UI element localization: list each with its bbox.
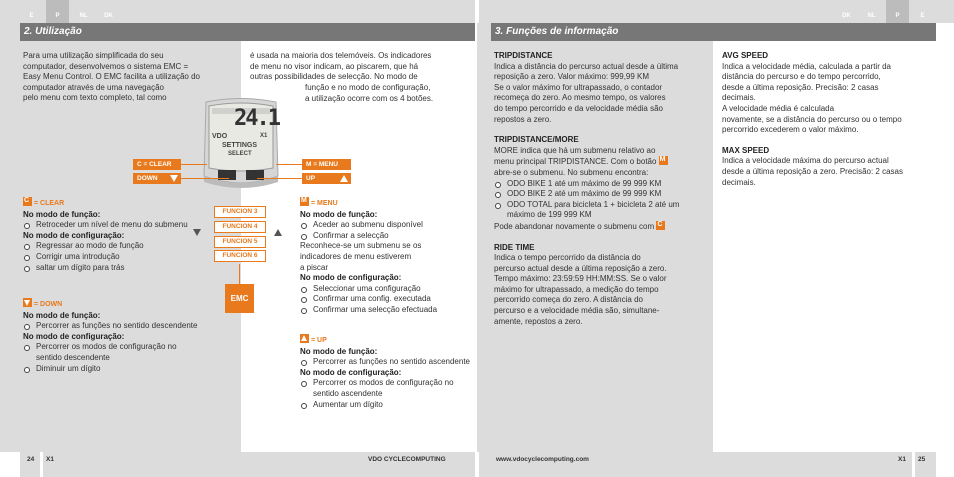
text-line: Se o valor máximo for ultrapassado, o contador bbox=[494, 82, 663, 92]
page-number-right: 25 bbox=[918, 456, 926, 463]
text-line: repostos a zero. bbox=[494, 114, 552, 124]
emc-logo-text: EMC bbox=[230, 294, 249, 303]
text-line: abre-se o submenu. No submenu encontra: bbox=[494, 167, 649, 177]
intro-text bbox=[23, 51, 238, 104]
text-line: novamente, se a distância do percurso ou o tempo bbox=[722, 114, 902, 124]
text-line: decimais. bbox=[722, 177, 756, 187]
down-func-title: No modo de função: bbox=[23, 310, 101, 320]
page-number-left: 24 bbox=[27, 456, 35, 463]
menu-note-line: Reconhece-se um submenu se os bbox=[300, 241, 422, 251]
device-display-text1: SETTINGS bbox=[222, 142, 258, 149]
text-line: Tempo máximo: 23:59:59 HH:MM:SS. Se o valor bbox=[494, 274, 667, 284]
text-line: Indica a velocidade máxima do percurso actual bbox=[722, 156, 889, 166]
footer-divider bbox=[40, 452, 43, 477]
intro-text-2 bbox=[250, 51, 465, 83]
text-line: decimais. bbox=[722, 93, 756, 103]
text-line: desde a última reposição. Precisão: 2 casas bbox=[722, 82, 879, 92]
footer-brand: VDO CYCLECOMPUTING bbox=[368, 456, 446, 463]
down-label-text: DOWN bbox=[137, 175, 158, 182]
list-item: Retroceder um nível de menu do submenu bbox=[23, 220, 213, 231]
list-item: ODO BIKE 1 até um máximo de 99 999 KM bbox=[494, 179, 709, 190]
menu-heading: = MENU bbox=[311, 200, 338, 207]
list-item: Corrigir uma introdução bbox=[23, 252, 213, 263]
down-line bbox=[181, 178, 229, 179]
up-line bbox=[257, 178, 302, 179]
list-item: ODO BIKE 2 até um máximo de 99 999 KM bbox=[494, 189, 709, 200]
funcion-item: FUNCION 6 bbox=[214, 250, 266, 262]
up-func-title: No modo de função: bbox=[300, 346, 378, 356]
list-item: Percorrer os modos de configuração no sentido ascendente bbox=[300, 378, 470, 399]
up-label-text: UP bbox=[306, 175, 316, 182]
menu-note-line: indicadores de menu estiverem bbox=[300, 251, 412, 261]
intro-line: outras possibilidades de selecção. No modo de bbox=[250, 72, 418, 82]
c-icon-letter: C bbox=[24, 197, 30, 204]
c-icon-letter: C bbox=[657, 220, 663, 228]
c-clear-label: C = CLEAR bbox=[133, 159, 181, 170]
list-item: Percorrer os modos de configuração no sentido descendente bbox=[23, 342, 203, 363]
device-brand: VDO bbox=[212, 133, 228, 140]
text-line: Indica a velocidade média, calculada a partir da bbox=[722, 61, 891, 71]
text-line: percorrido começa do zero. A distância do bbox=[494, 295, 643, 305]
avgspeed-title: AVG SPEED bbox=[722, 51, 769, 60]
scroll-up-icon bbox=[274, 229, 282, 236]
intro-line: computador através de uma navegação bbox=[23, 82, 164, 92]
clear-section bbox=[23, 197, 213, 273]
emc-logo bbox=[225, 284, 254, 313]
footer-model-right: X1 bbox=[898, 456, 906, 463]
maxspeed-title: MAX SPEED bbox=[722, 145, 770, 155]
down-button-icon bbox=[23, 298, 32, 307]
tab-dk-right[interactable]: DK bbox=[842, 13, 851, 19]
section-title-left: 2. Utilização bbox=[20, 23, 475, 41]
m-button-icon bbox=[659, 156, 668, 165]
emc-connector-line bbox=[239, 264, 240, 284]
down-heading: = DOWN bbox=[34, 301, 63, 308]
up-arrow-icon bbox=[340, 175, 348, 182]
footer-model-left: X1 bbox=[46, 456, 54, 463]
intro-line: pelo menu com texto completo, tal como bbox=[23, 93, 167, 103]
list-item: Diminuir um dígito bbox=[23, 364, 203, 375]
text-line: percurso actual desde a última reposição a zero. bbox=[494, 263, 667, 273]
text-line: máximo for ultrapassado, a medição do tempo bbox=[494, 284, 659, 294]
up-button-icon bbox=[300, 334, 309, 343]
list-item: Aumentar um dígito bbox=[300, 400, 470, 411]
menu-conf-title: No modo de configuração: bbox=[300, 273, 402, 283]
menu-section bbox=[300, 197, 470, 316]
m-menu-line bbox=[276, 164, 302, 165]
info-column-1 bbox=[494, 51, 709, 327]
intro-text-3 bbox=[305, 83, 465, 104]
text-line: menu principal TRIPDISTANCE. Com o botão bbox=[494, 157, 657, 167]
text-line: do tempo percorrido e da velocidade média são bbox=[494, 103, 663, 113]
list-item: Confirmar uma selecção efectuada bbox=[300, 305, 470, 316]
c-button-icon bbox=[656, 221, 665, 230]
bike-computer-device bbox=[200, 98, 282, 190]
list-item: Percorrer as funções no sentido ascendente bbox=[300, 357, 470, 368]
c-button-icon bbox=[23, 197, 32, 206]
down-arrow-icon bbox=[170, 175, 178, 182]
ridetime-title: RIDE TIME bbox=[494, 242, 535, 252]
funcion-item: FUNCION 4 bbox=[214, 221, 266, 233]
list-item: Confirmar uma config. executada bbox=[300, 294, 470, 305]
tab-dk-left[interactable]: DK bbox=[104, 13, 113, 19]
up-section bbox=[300, 334, 470, 410]
text-line: percorrido excederem o valor máximo. bbox=[722, 125, 859, 135]
m-icon-letter: M bbox=[659, 156, 666, 164]
list-item: saltar um dígito para trás bbox=[23, 263, 213, 274]
m-icon-letter: M bbox=[301, 197, 307, 204]
intro-line: de menu no visor indicam, ao piscarem, que há bbox=[250, 61, 419, 71]
c-clear-line bbox=[181, 164, 207, 165]
footer-url[interactable]: www.vdocyclecomputing.com bbox=[496, 456, 589, 463]
tripmore-title: TRIPDISTANCE/MORE bbox=[494, 135, 579, 145]
intro-line: a utilização ocorre com os 4 botões. bbox=[305, 93, 434, 103]
m-menu-label: M = MENU bbox=[302, 159, 351, 170]
text-line: percurso e a velocidade média são, simultane- bbox=[494, 306, 660, 316]
section-title-right: 3. Funções de informação bbox=[491, 23, 936, 41]
text-line: desde a última reposição a zero. Precisão: 2 casas bbox=[722, 166, 903, 176]
tab-e-right[interactable]: E bbox=[920, 13, 925, 19]
tab-e-left[interactable]: E bbox=[29, 13, 34, 19]
device-display-value: 24.1 bbox=[234, 106, 279, 131]
text-line: Indica a distância do percurso actual desde a última bbox=[494, 61, 679, 71]
up-conf-title: No modo de configuração: bbox=[300, 367, 402, 377]
list-item: Confirmar a selecção bbox=[300, 231, 470, 242]
footer-divider bbox=[912, 452, 915, 477]
menu-func-title: No modo de função: bbox=[300, 209, 378, 219]
info-column-2 bbox=[722, 51, 942, 188]
text-line: amente, repostos a zero. bbox=[494, 316, 583, 326]
text-line: distância do percurso e do tempo percorrido, bbox=[722, 72, 881, 82]
down-label bbox=[133, 173, 181, 184]
clear-conf-title: No modo de configuração: bbox=[23, 230, 125, 240]
intro-line: é usada na maioria dos telemóveis. Os indicadores bbox=[250, 51, 432, 60]
text-line: Pode abandonar novamente o submenu com bbox=[494, 221, 655, 231]
funcion-item: FUNCION 5 bbox=[214, 236, 266, 248]
text-line: reposição a zero. Valor máximo: 999,99 KM bbox=[494, 72, 650, 82]
tab-nl-left[interactable]: NL bbox=[79, 13, 88, 19]
down-section bbox=[23, 298, 203, 374]
list-item: Aceder ao submenu disponível bbox=[300, 220, 470, 231]
text-line: A velocidade média é calculada bbox=[722, 103, 835, 113]
list-item: Regressar ao modo de função bbox=[23, 241, 213, 252]
tab-nl-right[interactable]: NL bbox=[867, 13, 876, 19]
list-item: Percorrer as funções no sentido descendente bbox=[23, 321, 203, 332]
down-conf-title: No modo de configuração: bbox=[23, 331, 125, 341]
tab-p-right[interactable]: P bbox=[886, 0, 909, 23]
tab-p-left[interactable]: P bbox=[46, 0, 69, 23]
menu-note-line: a piscar bbox=[300, 262, 329, 272]
intro-line: Easy Menu Control. O EMC facilita a utilização do bbox=[23, 72, 200, 82]
clear-heading: = CLEAR bbox=[34, 200, 65, 207]
tripdistance-title: TRIPDISTANCE bbox=[494, 51, 553, 60]
text-line: Indica o tempo percorrido da distância do bbox=[494, 253, 641, 263]
intro-line: Para uma utilização simplificada do seu bbox=[23, 51, 164, 60]
text-line: recomeça do zero. Ao mesmo tempo, os valores bbox=[494, 93, 666, 103]
text-line: MORE indica que há um submenu relativo ao bbox=[494, 145, 656, 155]
device-model: X1 bbox=[260, 133, 268, 139]
clear-func-title: No modo de função: bbox=[23, 209, 101, 219]
intro-line: computador, desenvolvemos o sistema EMC = bbox=[23, 61, 189, 71]
intro-line: função e no modo de configuração, bbox=[305, 83, 431, 92]
up-label bbox=[302, 173, 351, 184]
up-heading: = UP bbox=[311, 337, 327, 344]
funcion-item: FUNCION 3 bbox=[214, 206, 266, 218]
list-item: ODO TOTAL para bicicleta 1 + bicicleta 2 até um máximo de 199 999 KM bbox=[494, 200, 709, 221]
m-button-icon bbox=[300, 197, 309, 206]
device-display-text2: SELECT bbox=[228, 151, 252, 157]
list-item: Seleccionar uma configuração bbox=[300, 284, 470, 295]
